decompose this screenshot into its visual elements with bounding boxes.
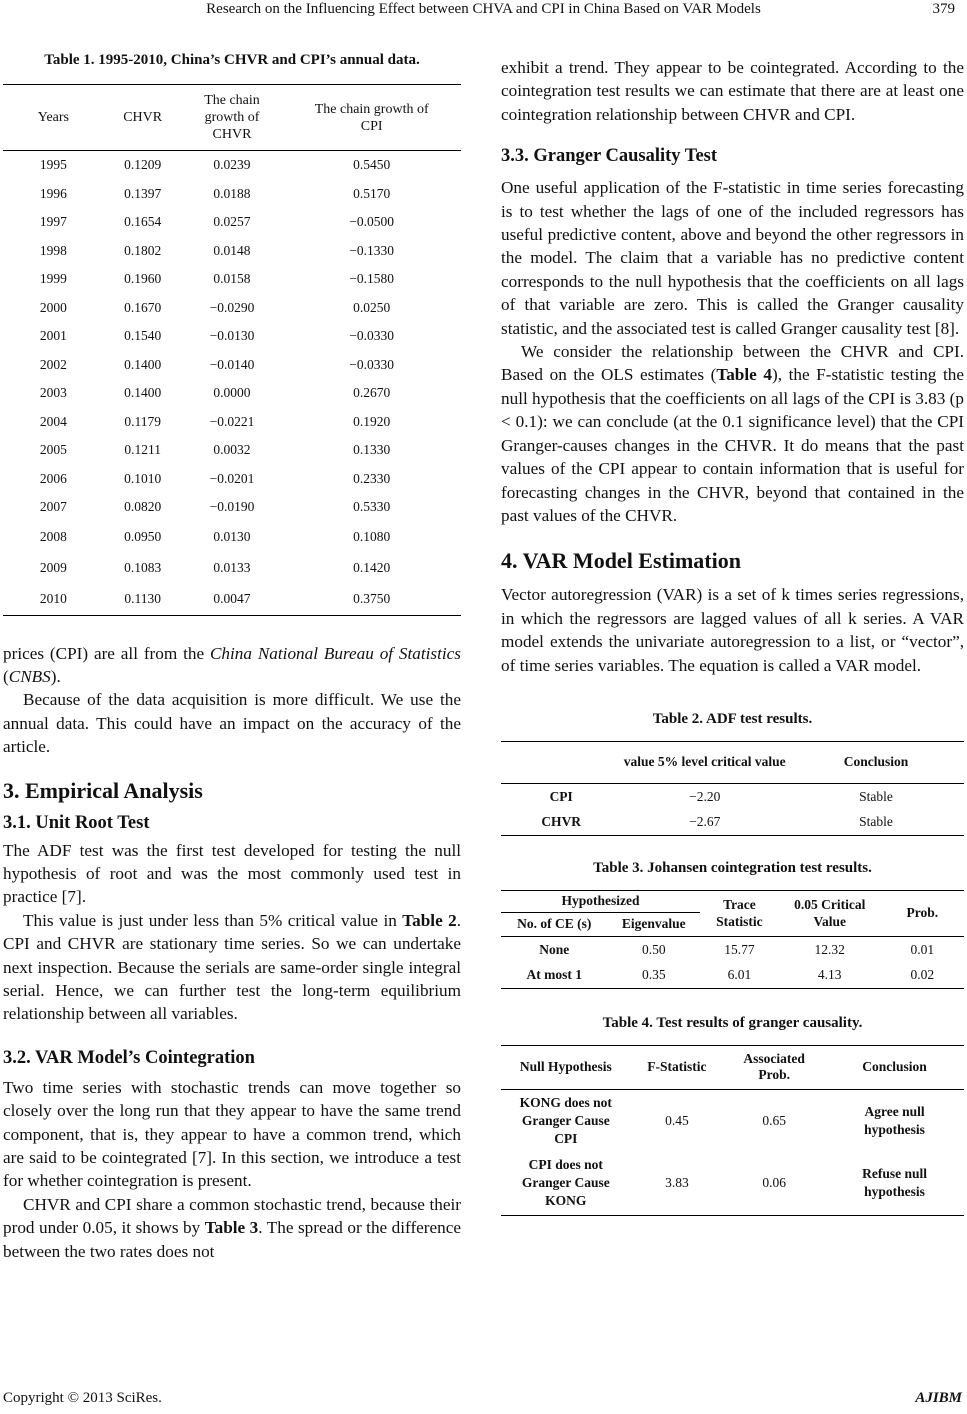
table2-cell: CPI bbox=[549, 788, 573, 804]
table3-group-header: Hypothesized bbox=[501, 890, 700, 912]
table1-row bbox=[3, 208, 461, 237]
table1-cell: 0.3750 bbox=[353, 591, 391, 606]
table3-caption: Table 3. Johansen cointegration test results. bbox=[593, 859, 872, 876]
table1-cell: 0.1330 bbox=[353, 442, 391, 458]
table4-row bbox=[501, 1151, 964, 1215]
table1-cell: 2004 bbox=[39, 413, 67, 429]
text-run-italic: CNBS bbox=[8, 666, 51, 686]
table4-cell: 3.83 bbox=[665, 1175, 689, 1191]
table1-cell: 0.0130 bbox=[213, 529, 251, 544]
table2-cell: −2.20 bbox=[689, 788, 721, 804]
table1-cell: 2002 bbox=[39, 356, 67, 372]
table1-cell: 2009 bbox=[39, 560, 67, 575]
table3-cell: 15.77 bbox=[724, 941, 755, 957]
left-column bbox=[3, 48, 461, 1263]
table1-caption: Table 1. 1995-2010, China’s CHVR and CPI’s annual data. bbox=[44, 52, 420, 68]
text-run: ). bbox=[50, 666, 61, 686]
table1-cell: 2010 bbox=[39, 591, 67, 606]
heading-empirical-analysis: 3. Empirical Analysis bbox=[3, 777, 203, 803]
table1-row bbox=[3, 265, 461, 294]
table2-row bbox=[501, 783, 964, 809]
table1-cell: −0.0221 bbox=[209, 413, 255, 429]
table3-cell: None bbox=[539, 941, 570, 957]
text-run: . The spread or the difference between the two rates does not bbox=[3, 1218, 461, 1261]
table1-row bbox=[3, 180, 461, 209]
table1-cell: 0.0148 bbox=[213, 242, 251, 258]
paragraph-cointegrated: exhibit a trend. They appear to be cointegrated. According to the cointegration test results we can estimate that there are at least one cointegration relationship between CHVR and CPI. bbox=[501, 58, 964, 124]
table1-row bbox=[3, 553, 461, 584]
paragraph-ols-estimates bbox=[501, 340, 964, 527]
table3-cell: 0.01 bbox=[910, 941, 935, 957]
text-run: ( bbox=[3, 666, 9, 686]
table1-cell: 0.1010 bbox=[124, 470, 162, 486]
table1-row bbox=[3, 408, 461, 437]
table3-header: 0.05 Critical Value bbox=[779, 890, 881, 936]
table3-cell: 0.50 bbox=[641, 941, 666, 957]
heading-granger-causality: 3.3. Granger Causality Test bbox=[501, 146, 718, 167]
table2-row bbox=[501, 809, 964, 835]
table1-cell: 0.5330 bbox=[353, 499, 391, 515]
table1-row bbox=[3, 493, 461, 522]
text-run: ), the F-statistic testing the null hypothesis that the coefficients on all lags of the CPI is 3.83 (p < 0.1): we can conclude (at the 0.1 significance level) that the CPI Granger-causes changes in the CHVR. It do means that the past values of the CPI appear to contain information that is useful for forecasting changes in the CHVR, beyond that contained in the past values of the CHVR. bbox=[501, 365, 964, 525]
table1-cell: −0.0500 bbox=[349, 214, 395, 230]
table4-header: Null Hypothesis bbox=[501, 1045, 631, 1089]
table1-cell: −0.0190 bbox=[209, 499, 255, 515]
text-run: . CPI and CHVR are stationary time series. So we can undertake next inspection. Because the serials are same-order single integral serial. Hence, we can further test the long-term equilibrium relationship between all variables. bbox=[3, 910, 461, 1024]
table4-cell: 0.06 bbox=[762, 1175, 786, 1191]
table1-cell: 0.0158 bbox=[213, 271, 251, 287]
table1-cell: 1997 bbox=[39, 214, 67, 230]
table4-row bbox=[501, 1089, 964, 1151]
table2-cell: CHVR bbox=[541, 814, 582, 830]
table4 bbox=[501, 1045, 964, 1216]
table1-cell: −0.0201 bbox=[209, 470, 255, 486]
page-footer bbox=[3, 1390, 962, 1407]
table1-cell: 2007 bbox=[39, 499, 67, 515]
table4-cell: 0.65 bbox=[762, 1112, 786, 1128]
table2-header: value 5% level critical value bbox=[621, 741, 788, 783]
table1-cell: 0.1960 bbox=[124, 271, 162, 287]
table1-cell: 0.0250 bbox=[353, 299, 391, 315]
table1-cell: 0.1397 bbox=[124, 185, 162, 201]
table1-row bbox=[3, 379, 461, 408]
table4-header: Conclusion bbox=[825, 1045, 964, 1089]
table1-cell: −0.0330 bbox=[349, 328, 395, 344]
copyright-notice: Copyright © 2013 SciRes. bbox=[3, 1390, 162, 1406]
heading-unit-root-test: 3.1. Unit Root Test bbox=[3, 812, 150, 833]
table1-cell: 0.1400 bbox=[124, 385, 162, 401]
table1-cell: 0.1654 bbox=[124, 214, 162, 230]
table4-cell: 0.45 bbox=[665, 1112, 689, 1128]
table1-cell: 0.0239 bbox=[213, 157, 251, 173]
table4-header: Associated Prob. bbox=[723, 1045, 825, 1089]
table3-cell: 6.01 bbox=[727, 967, 752, 983]
table1-cell: 0.0820 bbox=[124, 499, 162, 515]
table1-cell: 0.1080 bbox=[353, 529, 391, 544]
table1-row bbox=[3, 522, 461, 553]
table1-cell: 0.1211 bbox=[124, 442, 161, 458]
table1-cell: 0.0257 bbox=[213, 214, 251, 230]
table1-cell: −0.0130 bbox=[209, 328, 255, 344]
table-reference: Table 2 bbox=[402, 910, 457, 930]
paragraph-stationary bbox=[3, 909, 461, 1026]
table1-row bbox=[3, 584, 461, 616]
table1-cell: 0.1670 bbox=[124, 299, 162, 315]
table1-cell: 0.2330 bbox=[353, 470, 391, 486]
right-column bbox=[501, 48, 964, 1216]
table3-header: Trace Statistic bbox=[700, 890, 779, 936]
table1-cell: 0.1920 bbox=[353, 413, 391, 429]
table1-row bbox=[3, 237, 461, 266]
table1-cell: 0.1209 bbox=[124, 157, 162, 173]
running-title: Research on the Influencing Effect between CHVA and CPI in China Based on VAR Models bbox=[206, 1, 761, 17]
table1-cell: 0.1179 bbox=[124, 413, 161, 429]
table1-cell: 0.0032 bbox=[213, 442, 251, 458]
paragraph-f-statistic: One useful application of the F-statistic in time series forecasting is to test whether the lags of one of the included regressors has useful predictive content, above and beyond the other regressors in the model. The claim that a variable has no predictive content corresponds to the null hypothesis that the coefficients on all lags of that variable are zero. This is called the Granger causality statistic, and the associated test is called Granger causality test [8]. bbox=[501, 178, 964, 338]
table1-cell: 0.1540 bbox=[124, 328, 162, 344]
table1-cell: 0.5450 bbox=[353, 157, 391, 173]
table4-cell: Refuse null hypothesis bbox=[862, 1166, 927, 1200]
table1-cell: 2006 bbox=[39, 470, 67, 486]
table3-cell: 0.35 bbox=[641, 967, 666, 983]
table1-cell: −0.1330 bbox=[349, 242, 395, 258]
table1-body bbox=[3, 151, 461, 616]
table1-cell: 0.0188 bbox=[213, 185, 251, 201]
table3-header: Prob. bbox=[881, 890, 964, 936]
table1-row bbox=[3, 351, 461, 380]
table-reference: Table 3 bbox=[204, 1218, 259, 1238]
table3-cell: 4.13 bbox=[817, 967, 842, 983]
table1-header: The chain growth of CHVR bbox=[182, 85, 283, 151]
paragraph-common-trend bbox=[3, 1193, 461, 1263]
table2-header: Conclusion bbox=[788, 741, 964, 783]
table1-cell: −0.1580 bbox=[349, 271, 395, 287]
table1-cell: −0.0330 bbox=[349, 356, 395, 372]
heading-var-model-estimation: 4. VAR Model Estimation bbox=[501, 548, 741, 574]
table3-cell: At most 1 bbox=[526, 967, 582, 983]
table1-cell: 0.0950 bbox=[124, 529, 162, 544]
table1 bbox=[3, 84, 461, 616]
table3-cell: 12.32 bbox=[814, 941, 845, 957]
table1-row bbox=[3, 294, 461, 323]
text-run: This value is just under less than 5% critical value in bbox=[23, 910, 403, 930]
table1-cell: 0.5170 bbox=[353, 185, 391, 201]
heading-var-cointegration: 3.2. VAR Model’s Cointegration bbox=[3, 1047, 255, 1068]
table1-cell: 0.2670 bbox=[353, 385, 391, 401]
paragraph-vector-autoregression: Vector autoregression (VAR) is a set of k times series regressions, in which the regressors are lagged values of all k series. A VAR model extends the univariate autoregression to a list, or “vector”, of time series variables. The equation is called a VAR model. bbox=[501, 585, 964, 675]
table2-cell: −2.67 bbox=[689, 814, 721, 830]
table1-cell: 2000 bbox=[39, 299, 67, 315]
text-run: prices (CPI) are all from the bbox=[3, 643, 210, 663]
paragraph-annual-data: Because of the data acquisition is more difficult. We use the annual data. This could have an impact on the accuracy of the article. bbox=[3, 690, 461, 757]
table1-row bbox=[3, 322, 461, 351]
table4-cell: Agree null hypothesis bbox=[864, 1103, 925, 1137]
table1-cell: 0.0047 bbox=[213, 591, 251, 606]
table1-cell: 0.0133 bbox=[213, 560, 251, 575]
table1-row bbox=[3, 465, 461, 494]
table1-cell: 2005 bbox=[39, 442, 67, 458]
table1-cell: 1998 bbox=[39, 242, 67, 258]
table1-cell: 2008 bbox=[39, 529, 67, 544]
table3-row bbox=[501, 936, 964, 962]
table1-cell: 0.1130 bbox=[124, 591, 161, 606]
table3 bbox=[501, 890, 964, 989]
table1-cell: 2003 bbox=[39, 385, 67, 401]
journal-name: AJIBM bbox=[915, 1390, 962, 1406]
text-run: CHVR and CPI share a common stochastic trend, because their prod under 0.05, it shows by bbox=[3, 1194, 461, 1238]
table1-cell: 2001 bbox=[39, 328, 67, 344]
table1-cell: 0.0000 bbox=[213, 385, 251, 401]
text-run: We consider the relationship between the CHVR and CPI. Based on the OLS estimates ( bbox=[501, 342, 964, 385]
table1-cell: 0.1420 bbox=[353, 560, 391, 575]
paragraph-cointegration: Two time series with stochastic trends can move together so closely over the long run that they appear to have the same trend component, that is, they appear to have a common trend, which are said to be cointegrated [7]. In this section, we introduce a test for whether cointegration is present. bbox=[3, 1077, 461, 1191]
table1-row bbox=[3, 151, 461, 180]
table1-cell: 0.1802 bbox=[124, 242, 162, 258]
page-number: 379 bbox=[932, 1, 955, 17]
table3-header: Eigenvalue bbox=[607, 912, 700, 936]
table4-header: F-Statistic bbox=[631, 1045, 724, 1089]
table2-caption: Table 2. ADF test results. bbox=[652, 710, 813, 727]
table1-header: Years bbox=[3, 85, 104, 151]
table1-header: CHVR bbox=[104, 85, 182, 151]
paragraph-data-source bbox=[3, 642, 461, 689]
table1-cell: −0.0290 bbox=[209, 299, 255, 315]
table3-cell: 0.02 bbox=[910, 967, 935, 983]
table-reference: Table 4 bbox=[716, 365, 772, 385]
table1-header: The chain growth of CPI bbox=[282, 85, 461, 151]
table2-header bbox=[501, 741, 621, 783]
table2-cell: Stable bbox=[859, 814, 893, 830]
table2 bbox=[501, 741, 964, 836]
table3-header: No. of CE (s) bbox=[501, 912, 607, 936]
table4-caption: Table 4. Test results of granger causality. bbox=[602, 1014, 863, 1031]
table1-row bbox=[3, 436, 461, 465]
text-run-italic: China National Bureau of Statistics bbox=[209, 643, 461, 663]
paragraph-adf: The ADF test was the first test developed for testing the null hypothesis of root and was the most commonly used test in practice [7]. bbox=[3, 840, 461, 907]
table2-cell: Stable bbox=[859, 788, 893, 804]
table1-cell: −0.0140 bbox=[209, 356, 255, 372]
table1-cell: 0.1083 bbox=[124, 560, 162, 575]
table1-cell: 1995 bbox=[39, 157, 67, 173]
table4-cell: CPI does not Granger Cause KONG bbox=[521, 1157, 610, 1209]
table4-cell: KONG does not Granger Cause CPI bbox=[519, 1094, 612, 1146]
table1-cell: 0.1400 bbox=[124, 356, 162, 372]
table1-cell: 1999 bbox=[39, 271, 67, 287]
table3-row bbox=[501, 962, 964, 988]
running-header bbox=[0, 0, 967, 26]
table1-cell: 1996 bbox=[39, 185, 67, 201]
